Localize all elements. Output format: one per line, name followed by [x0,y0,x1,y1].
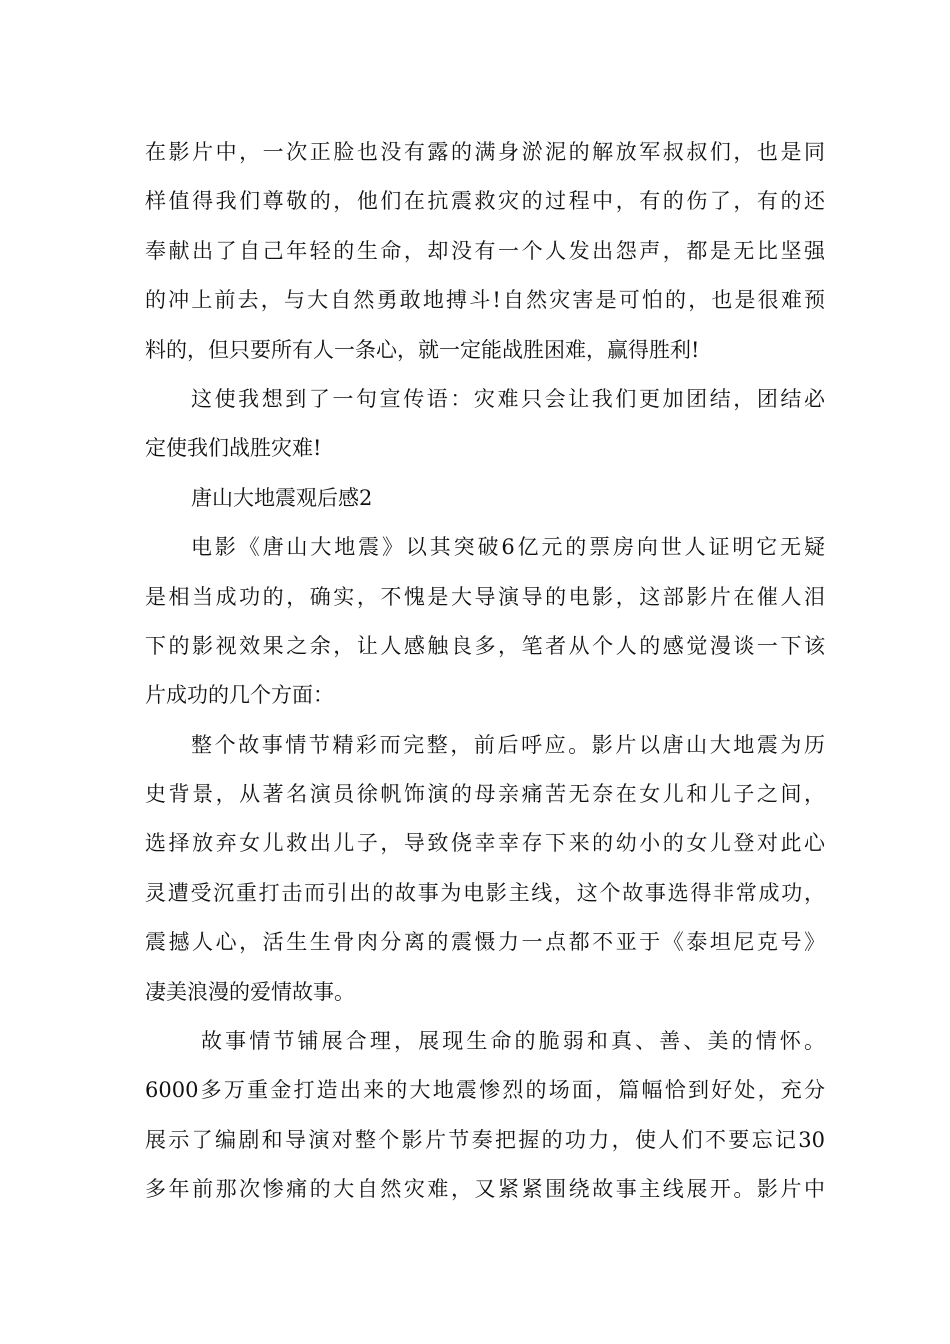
text-line: 奉献出了自己年轻的生命，却没有一个人发出怨声，都是无比坚强 [145,238,825,263]
text-line: 选择放弃女儿救出儿子，导致侥幸幸存下来的幼小的女儿登对此心 [145,831,825,856]
text-line: 样值得我们尊敬的，他们在抗震救灾的过程中，有的伤了，有的还 [145,189,825,214]
text-line: 的冲上前去，与大自然勇敢地搏斗!自然灾害是可怕的，也是很难预 [145,288,825,313]
text-line: 史背景，从著名演员徐帆饰演的母亲痛苦无奈在女儿和儿子之间， [145,782,825,807]
text-line: 片成功的几个方面： [145,683,334,708]
text-line: 展示了编剧和导演对整个影片节奏把握的功力，使人们不要忘记30 [145,1127,825,1152]
text-line: 整个故事情节精彩而完整，前后呼应。影片以唐山大地震为历 [191,732,825,757]
text-line: 灵遭受沉重打击而引出的故事为电影主线，这个故事选得非常成功， [145,880,825,905]
text-line: 这使我想到了一句宣传语：灾难只会让我们更加团结，团结必 [191,386,825,411]
text-line: 多年前那次惨痛的大自然灾难，又紧紧围绕故事主线展开。影片中 [145,1177,825,1202]
text-line: 在影片中，一次正脸也没有露的满身淤泥的解放军叔叔们，也是同 [145,140,825,164]
text-line: 电影《唐山大地震》以其突破6亿元的票房向世人证明它无疑 [191,535,825,560]
text-line: 料的，但只要所有人一条心，就一定能战胜困难，赢得胜利! [145,337,700,362]
text-line: 下的影视效果之余，让人感触良多，笔者从个人的感觉漫谈一下该 [145,633,825,658]
text-line: 故事情节铺展合理，展现生命的脆弱和真、善、美的情怀。 [201,1029,825,1054]
section-heading: 唐山大地震观后感2 [191,485,373,510]
text-line: 定使我们战胜灾难! [145,436,322,461]
text-line: 震撼人心，活生生骨肉分离的震慑力一点都不亚于《泰坦尼克号》 [145,930,825,955]
text-line: 凄美浪漫的爱情故事。 [145,979,355,1004]
text-line: 是相当成功的，确实，不愧是大导演导的电影，这部影片在催人泪 [145,584,825,609]
document-body [145,128,825,1215]
text-line: 6000多万重金打造出来的大地震惨烈的场面，篇幅恰到好处，充分 [145,1078,825,1103]
